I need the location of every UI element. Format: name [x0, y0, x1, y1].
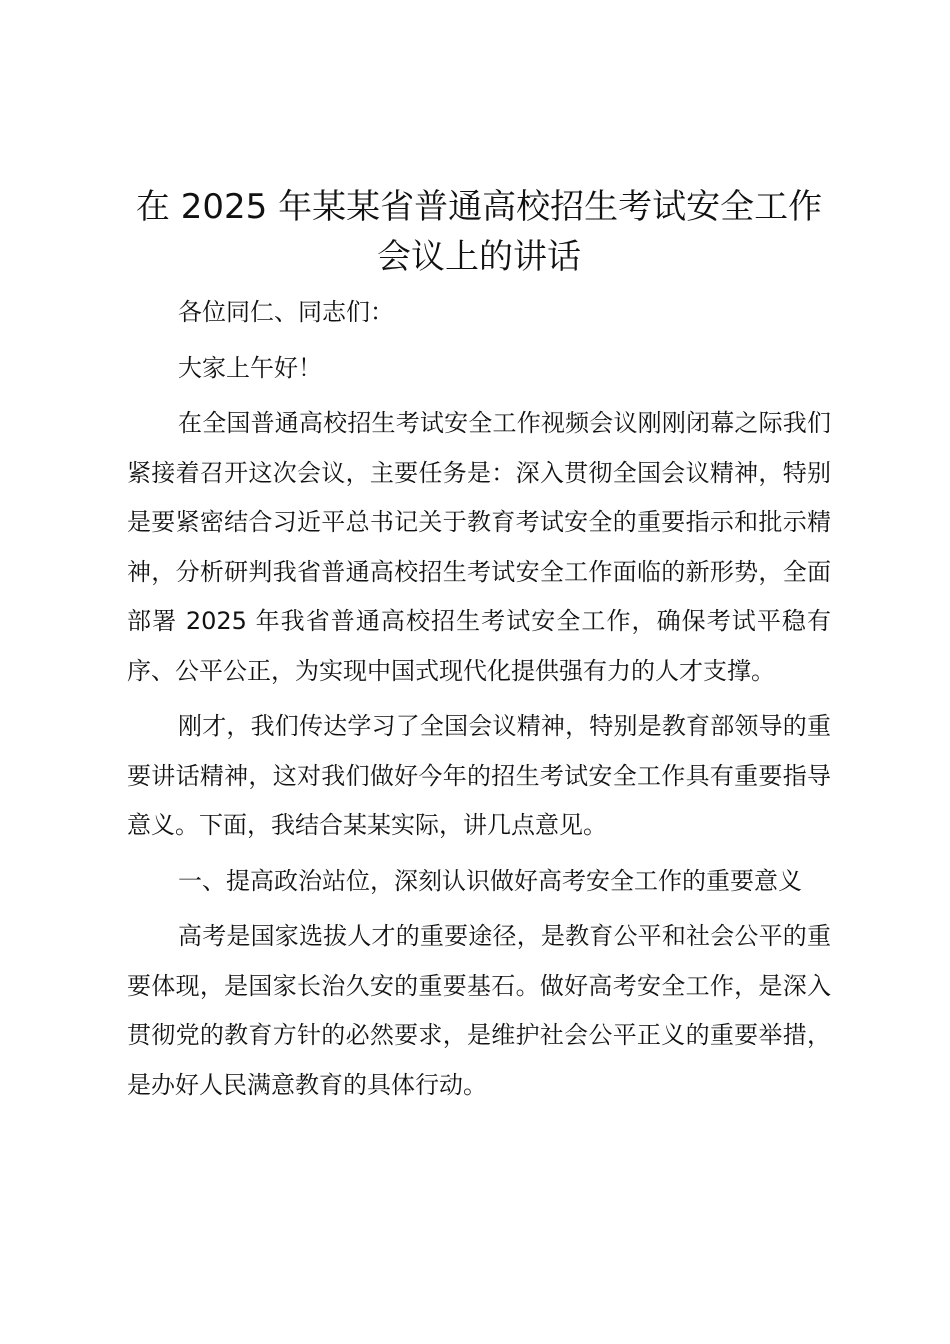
document-body: [127, 182, 831, 1110]
greeting: 大家上午好！: [178, 353, 322, 382]
body-paragraph: 在全国普通高校招生考试安全工作视频会议刚刚闭幕之际我们紧接着召开这次会议，主要任务是：深入贯彻全国会议精神，特别是要紧密结合习近平总书记关于教育考试安全的重要指示和批示精神，分析研判我省普通高校招生考试安全工作面临的新形势，全面部署 2025 年我省普通高校招生考试安全工作，确保考试平稳有序、公平公正，为实现中国式现代化提供强有力的人才支撑。: [127, 409, 831, 685]
section-paragraph: 高考是国家选拔人才的重要途径，是教育公平和社会公平的重要体现，是国家长治久安的重要基石。做好高考安全工作，是深入贯彻党的教育方针的必然要求，是维护社会公平正义的重要举措，是办好人民满意教育的具体行动。: [127, 922, 831, 1099]
salutation: 各位同仁、同志们：: [178, 298, 394, 326]
section-heading: 一、提高政治站位，深刻认识做好高考安全工作的重要意义: [178, 866, 802, 895]
body-paragraph: 刚才，我们传达学习了全国会议精神，特别是教育部领导的重要讲话精神，这对我们做好今年的招生考试安全工作具有重要指导意义。下面，我结合某某实际，讲几点意见。: [127, 712, 831, 839]
document-title: 在 2025 年某某省普通高校招生考试安全工作会议上的讲话: [135, 187, 823, 277]
